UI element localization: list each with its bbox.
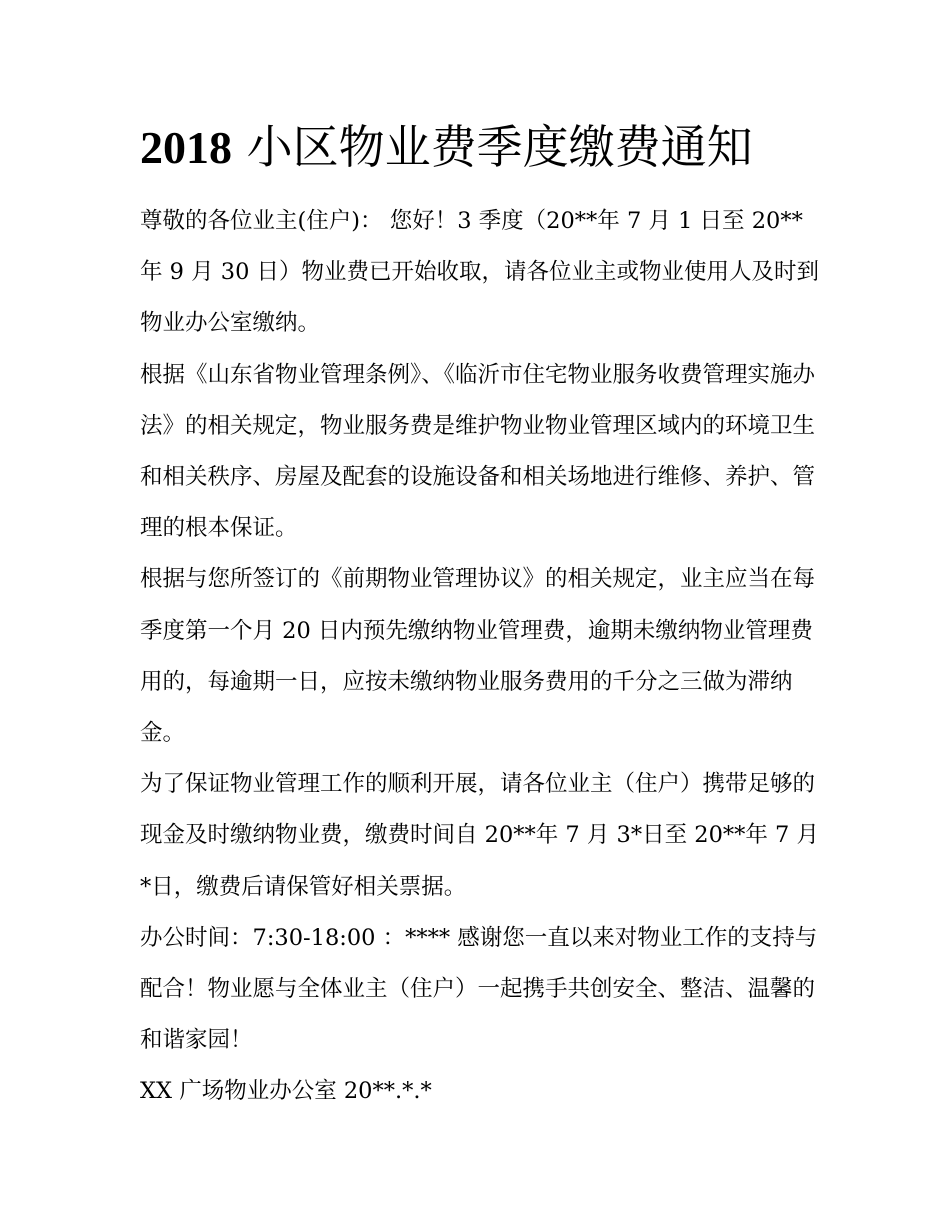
title-text: 小区物业费季度缴费通知 bbox=[232, 120, 753, 174]
paragraph-signature: XX 广场物业办公室 20**.*.* bbox=[140, 1078, 432, 1105]
document-title bbox=[140, 116, 840, 179]
title-year: 2018 bbox=[140, 122, 232, 173]
paragraph-office-hours: 办公时间：7:30-18:00 ：**** 感谢您一直以来对物业工作的支持与配合！物业愿与全体业主（住户）一起携手共创安全、整洁、温馨的和谐家园！ bbox=[140, 924, 818, 1054]
paragraph-payment-terms: 根据与您所签订的《前期物业管理协议》的相关规定，业主应当在每季度第一个月 20 日内预先缴纳物业管理费，逾期未缴纳物业管理费用的，每逾期一日，应按未缴纳物业服务费用的千分之三做为滞纳金。 bbox=[140, 566, 816, 747]
paragraph-payment-time: 为了保证物业管理工作的顺利开展，请各位业主（住户）携带足够的现金及时缴纳物业费，缴费时间自 20**年 7 月 3*日至 20**年 7 月*日，缴费后请保管好相关票据。 bbox=[140, 771, 820, 900]
paragraph-notice: 尊敬的各位业主(住户)： 您好！3 季度（20**年 7 月 1 日至 20**年 9 月 30 日）物业费已开始收取，请各位业主或物业使用人及时到物业办公室缴纳。 bbox=[140, 208, 820, 337]
document-body bbox=[140, 196, 820, 1118]
paragraph-regulation: 根据《山东省物业管理条例》、《临沂市住宅物业服务收费管理实施办法》的相关规定，物业服务费是维护物业物业管理区域内的环境卫生和相关秩序、房屋及配套的设施设备和相关场地进行维修、养护、管理的根本保证。 bbox=[140, 361, 816, 542]
